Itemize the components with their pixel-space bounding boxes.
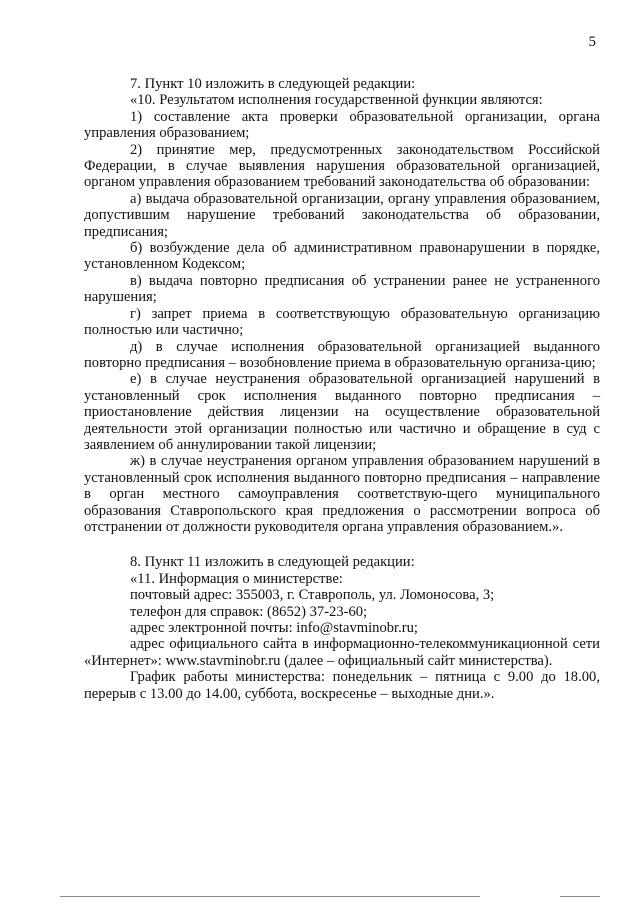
work-schedule: График работы министерства: понедельник – пятница с 9.00 до 18.00, перерыв с 13.00 до 14.00, суббота, воскресенье – выходные дни.».	[84, 669, 600, 702]
list-item-2: 2) принятие мер, предусмотренных законодательством Российской Федерации, в случае выявления нарушения образовательной организацией, органом управления образованием требований законодательства об образовании:	[84, 141, 600, 191]
section-8-heading: 8. Пункт 11 изложить в следующей редакции:	[130, 554, 415, 571]
list-item-v: в) выдача повторно предписания об устранении ранее не устраненного нарушения;	[84, 272, 600, 306]
paragraph-11-intro: «11. Информация о министерстве:	[130, 570, 343, 587]
list-item-d: д) в случае исполнения образовательной организацией выданного повторно предписания – возобновление приема в образовательную организа-цию;	[84, 338, 600, 371]
footer-rule-right	[560, 896, 600, 897]
list-item-g: г) запрет приема в соответствующую образовательную организацию полностью или частично;	[84, 305, 600, 339]
list-item-b: б) возбуждение дела об административном правонарушении в порядке, установленном Кодексом;	[84, 240, 600, 273]
list-item-1: 1) составление акта проверки образовательной организации, органа управления образованием;	[84, 108, 600, 142]
page-number: 5	[588, 34, 596, 50]
list-item-zh: ж) в случае неустранения органом управления образованием нарушений в установленный срок исполнения выданного повторно предписания – направление в орган местного самоуправления соответствую-щего муниципального образования Ставропольского края предложения о рассмотрении вопроса об отстранении от должности руководителя органа управления образованием.».	[84, 453, 600, 535]
phone: телефон для справок: (8652) 37-23-60;	[130, 603, 368, 620]
list-item-e: е) в случае неустранения образовательной организацией нарушений в установленный срок исполнения выданного повторно предписания – приостановление действия лицензии на осуществление образовательной деятельности этой организации полностью или частично и обращение в суд с заявлением об аннулировании такой лицензии;	[84, 371, 600, 453]
footer-rule-left	[60, 896, 480, 897]
paragraph-10-intro: «10. Результатом исполнения государственной функции являются:	[130, 92, 543, 109]
section-7-heading: 7. Пункт 10 изложить в следующей редакции:	[130, 76, 416, 92]
email: адрес электронной почты: info@stavminobr.ru;	[130, 620, 418, 636]
document-body	[84, 76, 600, 702]
website: адрес официального сайта в информационно-телекоммуникационной сети «Интернет»: www.stavminobr.ru (далее – официальный сайт министерства).	[84, 636, 600, 669]
postal-address: почтовый адрес: 355003, г. Ставрополь, ул. Ломоносова, 3;	[130, 587, 495, 604]
list-item-a: а) выдача образовательной организации, органу управления образованием, допустившим нарушение требований законодательства об образовании, предписания;	[84, 190, 600, 240]
